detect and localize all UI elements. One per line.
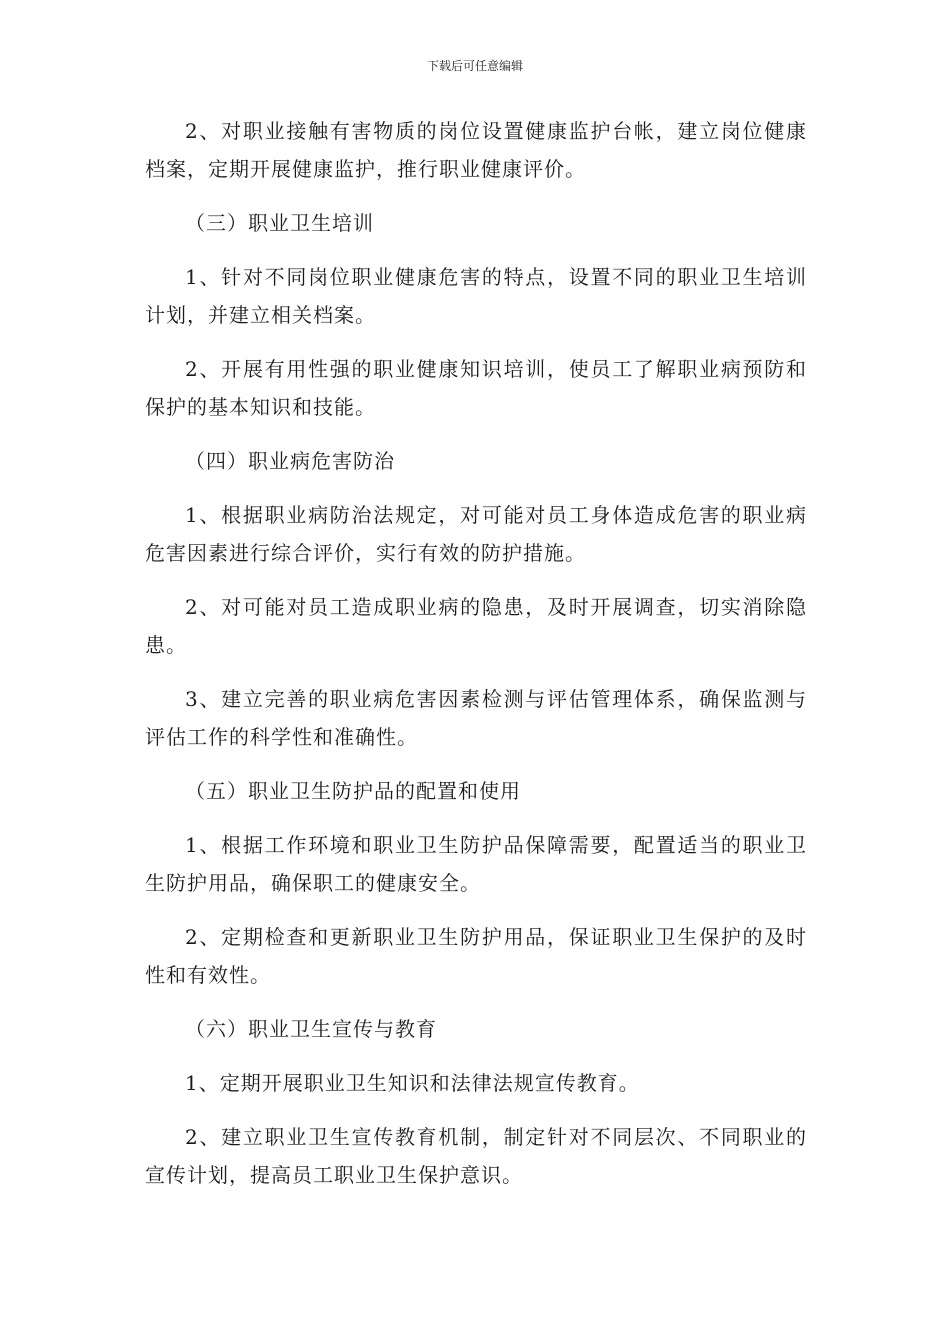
paragraph: 2、定期检查和更新职业卫生防护用品，保证职业卫生保护的及时性和有效性。 — [145, 925, 807, 987]
section-heading: （三）职业卫生培训 — [185, 211, 374, 235]
paragraph: 2、对可能对员工造成职业病的隐患，及时开展调查，切实消除隐患。 — [145, 595, 807, 657]
section-heading: （五）职业卫生防护品的配置和使用 — [185, 779, 521, 803]
section-heading: （四）职业病危害防治 — [185, 449, 395, 473]
paragraph: 2、对职业接触有害物质的岗位设置健康监护台帐，建立岗位健康档案，定期开展健康监护，推行职业健康评价。 — [145, 119, 807, 181]
paragraph: 1、根据职业病防治法规定，对可能对员工身体造成危害的职业病危害因素进行综合评价，实行有效的防护措施。 — [145, 503, 807, 565]
paragraph: 1、根据工作环境和职业卫生防护品保障需要，配置适当的职业卫生防护用品，确保职工的健康安全。 — [145, 833, 807, 895]
paragraph: 3、建立完善的职业病危害因素检测与评估管理体系，确保监测与评估工作的科学性和准确性。 — [145, 687, 807, 749]
paragraph: 1、定期开展职业卫生知识和法律法规宣传教育。 — [185, 1071, 640, 1095]
document-body — [145, 112, 807, 1210]
page-header-note: 下载后可任意编辑 — [426, 59, 523, 73]
paragraph: 2、开展有用性强的职业健康知识培训，使员工了解职业病预防和保护的基本知识和技能。 — [145, 357, 807, 419]
section-heading: （六）职业卫生宣传与教育 — [185, 1017, 437, 1041]
paragraph: 2、建立职业卫生宣传教育机制，制定针对不同层次、不同职业的宣传计划，提高员工职业卫生保护意识。 — [145, 1125, 807, 1187]
paragraph: 1、针对不同岗位职业健康危害的特点，设置不同的职业卫生培训计划，并建立相关档案。 — [145, 265, 807, 327]
